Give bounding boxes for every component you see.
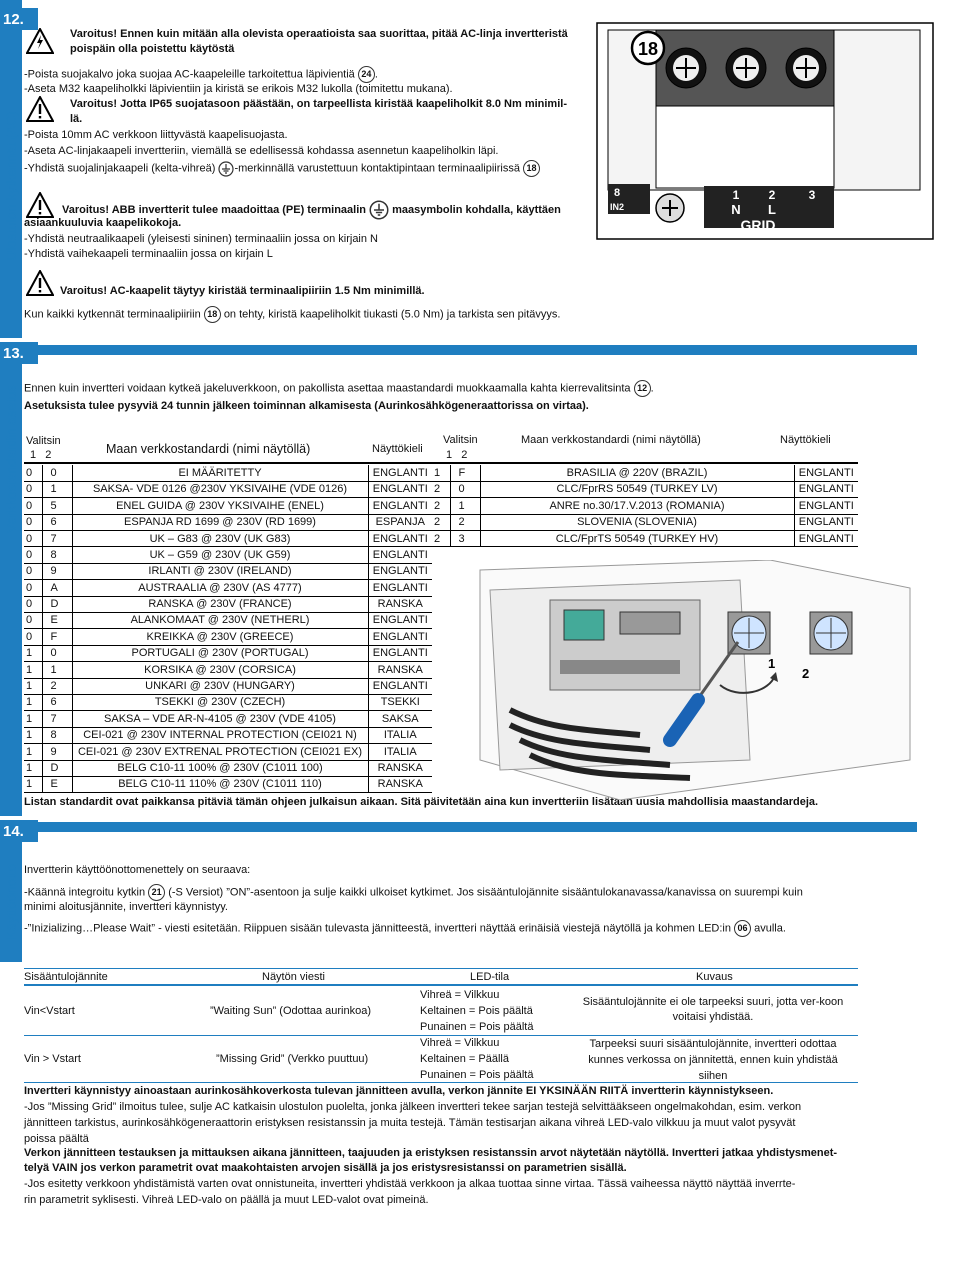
- table-header-selector-digits-right: 1 2: [446, 449, 468, 461]
- selector-2-cell: 6: [42, 694, 72, 710]
- step-insert-cable: -Aseta AC-linjakaapeli invertteriin, viemällä se edellisessä kohdassa asennetun kaapeliholkin läpi.: [24, 145, 499, 157]
- section-bar-13: [22, 345, 917, 355]
- startup-note-1: Invertteri käynnistyy ainoastaan aurinkosähkoverkosta tulevan jännitteen avulla, verkon jännite EI YKSINÄÄN RIITÄ invertterin käynnistykseen.: [24, 1085, 774, 1097]
- status-table-top-rule: [24, 968, 858, 969]
- status-row-1-description: Sisääntulojännite ei ole tarpeeksi suuri, jotta ver-koon voitaisi yhdistää.: [582, 996, 844, 1023]
- display-language-cell: RANSKA: [368, 596, 432, 612]
- table-row: [24, 744, 432, 760]
- section-title-14: Käyttöönotto: [4, 864, 20, 940]
- table-row: [24, 629, 432, 645]
- step-cable-gland: -Aseta M32 kaapeliholkki läpivientiin ja kiristä se erikois M32 lukolla (toimitettu mukana).: [24, 83, 453, 95]
- status-row-1-voltage: Vin<Vstart: [24, 1005, 75, 1017]
- display-language-cell: ENGLANTI: [368, 563, 432, 579]
- table-row: [24, 694, 432, 710]
- selector-1-cell: 0: [24, 613, 42, 629]
- table-row: [24, 498, 432, 514]
- rotary-selector-2-icon: [810, 612, 852, 654]
- display-language-cell: ENGLANTI: [368, 498, 432, 514]
- status-row-2-message: ”Missing Grid” (Verkko puuttuu): [216, 1053, 369, 1065]
- table-body-left: [24, 465, 432, 793]
- selector-2-cell: E: [42, 613, 72, 629]
- country-standard-cell: PORTUGALI @ 230V (PORTUGAL): [72, 645, 368, 661]
- country-standard-cell: BRASILIA @ 220V (BRAZIL): [480, 465, 794, 481]
- status-row-1-led-yellow: Keltainen = Pois päältä: [420, 1005, 533, 1017]
- label-grid: GRID: [740, 217, 776, 233]
- country-standard-cell: ALANKOMAAT @ 230V (NETHERL): [72, 613, 368, 629]
- country-standard-cell: KREIKKA @ 230V (GREECE): [72, 629, 368, 645]
- selector-1-cell: 2: [432, 481, 450, 497]
- table-row: [24, 514, 432, 530]
- table-row: [432, 514, 858, 530]
- selector-2-cell: 0: [42, 465, 72, 481]
- table-header-selector-digits: 1 2: [30, 449, 52, 461]
- selector-1-cell: 0: [24, 498, 42, 514]
- label-in2: IN2: [610, 202, 625, 212]
- table-header-selector: Valitsin: [26, 435, 61, 447]
- display-language-cell: ENGLANTI: [368, 629, 432, 645]
- status-row-2-led-red: Punainen = Pois päältä: [420, 1069, 534, 1081]
- display-language-cell: ITALIA: [368, 727, 432, 743]
- status-table-header-rule: [24, 984, 858, 986]
- ground-symbol-icon: [369, 200, 389, 220]
- table-row: [24, 760, 432, 776]
- display-language-cell: SAKSA: [368, 711, 432, 727]
- startup-note-3a: Verkon jännitteen testauksen ja mittauksen aikana jännitteen, taajuuden ja eristyksen resistanssin arvot näytetään näytöllä. Invertteri jatkaa yhdistysmenet-: [24, 1147, 838, 1159]
- selector-1-cell: 0: [24, 465, 42, 481]
- selector-2-cell: D: [42, 760, 72, 776]
- display-language-cell: ENGLANTI: [794, 498, 858, 514]
- status-row-1-message: ”Waiting Sun” (Odottaa aurinkoa): [210, 1005, 371, 1017]
- selector-2-cell: 3: [450, 531, 480, 547]
- startup-note-2c: poissa päältä: [24, 1133, 89, 1145]
- table-row: [24, 727, 432, 743]
- table-row: [24, 776, 432, 792]
- section-number-12: 12.: [0, 8, 38, 30]
- selector-2-cell: 1: [450, 498, 480, 514]
- country-standard-cell: BELG C10-11 100% @ 230V (C1011 100): [72, 760, 368, 776]
- status-row-1-led-green: Vihreä = Vilkkuu: [420, 989, 500, 1001]
- status-header-voltage: Sisääntulojännite: [24, 971, 108, 983]
- warning-text-1b: poispäin olla poistettu käytöstä: [70, 43, 235, 55]
- table-header-language-right: Näyttökieli: [780, 434, 831, 446]
- selector-2-cell: D: [42, 596, 72, 612]
- table-row: [432, 465, 858, 481]
- startup-step-switch: -Käännä integroitu kytkin 21 (-S Versiot) ”ON”-asentoon ja sulje kaikki ulkoiset kytkimet. Jos sisääntulojännite sisääntulokanavassa/kanavissa on suurempi kuin: [24, 884, 803, 901]
- label-terminal-3: 3: [808, 188, 816, 202]
- step-remove-film: -Poista suojakalvo joka suojaa AC-kaapeleille tarkoitettua läpivientiä 24 .: [24, 66, 378, 83]
- selector-1-cell: 0: [24, 596, 42, 612]
- ground-symbol-icon: [218, 161, 234, 177]
- warning-icon: [26, 28, 54, 54]
- badge-12-icon: 12: [634, 380, 651, 397]
- display-language-cell: ESPANJA: [368, 514, 432, 530]
- display-language-cell: ENGLANTI: [368, 645, 432, 661]
- selector-2-cell: 1: [42, 662, 72, 678]
- country-standard-cell: ANRE no.30/17.V.2013 (ROMANIA): [480, 498, 794, 514]
- startup-step-init: -”Inizializing…Please Wait” - viesti esitetään. Riippuen sisään tulevasta jännitteestä, invertteri näyttää erinäisiä viestejä näytöllä ja kohmen LED:in 06 avulla.: [24, 920, 786, 937]
- status-row-2-led-yellow: Keltainen = Päällä: [420, 1053, 509, 1065]
- display-language-cell: RANSKA: [368, 776, 432, 792]
- status-header-message: Näytön viesti: [262, 971, 325, 983]
- selector-1-cell: 0: [24, 481, 42, 497]
- country-standard-cell: ENEL GUIDA @ 230V YKSIVAIHE (ENEL): [72, 498, 368, 514]
- step-strip-cable: -Poista 10mm AC verkkoon liittyvästä kaapelisuojasta.: [24, 129, 288, 141]
- label-terminal-n: N: [731, 202, 741, 217]
- warning-text-3: Varoitus! ABB invertterit tulee maadoittaa (PE) terminaalin maasymbolin kohdalla, käyttäen: [62, 200, 561, 220]
- startup-note-2a: -Jos ”Missing Grid” ilmoitus tulee, sulje AC katkaisin ulostulon puolelta, jonka jälkeen invertteri tekee sarjan testejä selvittääkseen ongelmakohdan, esim. verkon: [24, 1101, 802, 1113]
- table-row: [24, 645, 432, 661]
- selector-2-cell: 9: [42, 563, 72, 579]
- table-row: [24, 481, 432, 497]
- table-row: [24, 596, 432, 612]
- display-language-cell: ENGLANTI: [794, 481, 858, 497]
- step-phase: -Yhdistä vaihekaapeli terminaaliin jossa on kirjain L: [24, 248, 273, 260]
- warning-icon: [26, 96, 54, 122]
- display-language-cell: ENGLANTI: [368, 531, 432, 547]
- table-row: [432, 531, 858, 547]
- selector-1-cell: 0: [24, 531, 42, 547]
- selector-label-2: 2: [802, 666, 810, 681]
- selector-2-cell: F: [42, 629, 72, 645]
- selector-1-cell: 1: [24, 727, 42, 743]
- selector-2-cell: 2: [42, 678, 72, 694]
- selector-2-cell: 6: [42, 514, 72, 530]
- status-table-bottom-rule: [24, 1082, 858, 1083]
- country-standard-cell: TSEKKI @ 230V (CZECH): [72, 694, 368, 710]
- table-row: [24, 711, 432, 727]
- terminal-badge: 18: [637, 39, 659, 59]
- display-language-cell: RANSKA: [368, 662, 432, 678]
- label-terminal-1: 1: [732, 188, 740, 202]
- step-neutral: -Yhdistä neutraalikaapeli (yleisesti sininen) terminaaliin jossa on kirjain N: [24, 233, 378, 245]
- selector-1-cell: 0: [24, 547, 42, 563]
- selector-1-cell: 2: [432, 531, 450, 547]
- selector-1-cell: 0: [24, 514, 42, 530]
- status-row-2-description: Tarpeeksi suuri sisääntulojännite, invertteri odottaa kunnes verkossa on jännitettä, ennen kuin yhdistää siihen: [588, 1038, 838, 1082]
- status-row-2-led-green: Vihreä = Vilkkuu: [420, 1037, 500, 1049]
- table-header-language: Näyttökieli: [372, 443, 423, 455]
- section-number-13: 13.: [0, 342, 38, 364]
- country-standard-cell: EI MÄÄRITETTY: [72, 465, 368, 481]
- table-row: [24, 613, 432, 629]
- label-terminal-l: L: [768, 202, 776, 217]
- selector-1-cell: 1: [24, 744, 42, 760]
- table-row: [24, 531, 432, 547]
- startup-step-switch-cont: minimi aloitusjännite, invertteri käynnistyy.: [24, 901, 228, 913]
- country-standard-cell: AUSTRAALIA @ 230V (AS 4777): [72, 580, 368, 596]
- country-standard-cell: UK – G59 @ 230V (UK G59): [72, 547, 368, 563]
- step-tighten: Kun kaikki kytkennät terminaalipiiriin 18 on tehty, kiristä kaapeliholkit tiukasti (5.0 Nm) ja tarkista sen pitävyys.: [24, 306, 560, 323]
- warning-text-4: Varoitus! AC-kaapelit täytyy kiristää terminaalipiiriin 1.5 Nm minimillä.: [60, 285, 425, 297]
- selector-1-cell: 1: [24, 776, 42, 792]
- warning-text-2b: lä.: [70, 113, 83, 125]
- warning-text-3c: asiaankuuluvia kaapelikokoja.: [24, 217, 182, 229]
- selector-2-cell: 8: [42, 547, 72, 563]
- selector-2-cell: 1: [42, 481, 72, 497]
- country-standard-cell: CEI-021 @ 230V INTERNAL PROTECTION (CEI021 N): [72, 727, 368, 743]
- country-standard-cell: KORSIKA @ 230V (CORSICA): [72, 662, 368, 678]
- table-body-right: [432, 465, 858, 547]
- section-title-13: Verkkostandardin asetus: [4, 385, 20, 533]
- table-header-rule: [24, 462, 858, 464]
- terminal-screws: [666, 48, 826, 88]
- selector-2-cell: 9: [42, 744, 72, 760]
- selector-1-cell: 1: [24, 694, 42, 710]
- table-row: [24, 580, 432, 596]
- selector-1-cell: 1: [432, 465, 450, 481]
- country-standard-cell: CLC/FprTS 50549 (TURKEY HV): [480, 531, 794, 547]
- grid-standard-table-left: [24, 465, 432, 793]
- table-row: [432, 498, 858, 514]
- step-connect-pe: -Yhdistä suojalinjakaapeli (kelta-vihreä) -merkinnällä varustettuun kontaktipintaan terminaalipiirissä 18: [24, 160, 540, 177]
- table-footnote: Listan standardit ovat paikkansa pitäviä tämän ohjeen julkaisun aikaan. Sitä päivitetään aina kun invertteriin lisätään uusia mahdollisia maastandardeja.: [24, 796, 819, 808]
- display-language-cell: ENGLANTI: [368, 580, 432, 596]
- selector-1-cell: 2: [432, 514, 450, 530]
- table-row: [24, 563, 432, 579]
- status-row-2-voltage: Vin > Vstart: [24, 1053, 81, 1065]
- section-bar-14: [22, 822, 917, 832]
- country-standard-cell: CLC/FprRS 50549 (TURKEY LV): [480, 481, 794, 497]
- table-header-selector-right: Valitsin: [443, 434, 478, 446]
- selector-2-cell: 2: [450, 514, 480, 530]
- selector-1-cell: 1: [24, 711, 42, 727]
- startup-note-4a: -Jos esitetty verkkoon yhdistämistä varten ovat onnistuneita, invertteri yhdistää verkkoon ja alkaa tuottaa sinne virtaa. Tässä vaiheessa näyttö näyttää inverrte-: [24, 1178, 796, 1190]
- status-header-description: Kuvaus: [696, 971, 733, 983]
- selector-1-cell: 2: [432, 498, 450, 514]
- badge-18-icon: 18: [204, 306, 221, 323]
- selector-2-cell: 0: [42, 645, 72, 661]
- display-language-cell: ENGLANTI: [368, 481, 432, 497]
- country-standard-cell: SAKSA – VDE AR-N-4105 @ 230V (VDE 4105): [72, 711, 368, 727]
- selector-2-cell: 0: [450, 481, 480, 497]
- table-row: [24, 678, 432, 694]
- country-standard-cell: SAKSA- VDE 0126 @230V YKSIVAIHE (VDE 0126): [72, 481, 368, 497]
- table-header-country: Maan verkkostandardi (nimi näytöllä): [106, 442, 311, 456]
- table-row: [432, 481, 858, 497]
- selector-1-cell: 0: [24, 580, 42, 596]
- label-8: 8: [614, 187, 621, 199]
- country-standard-cell: CEI-021 @ 230V EXTRENAL PROTECTION (CEI021 EX): [72, 744, 368, 760]
- country-standard-cell: BELG C10-11 110% @ 230V (C1011 110): [72, 776, 368, 792]
- selector-2-cell: 8: [42, 727, 72, 743]
- table-header-country-right: Maan verkkostandardi (nimi näytöllä): [521, 434, 701, 446]
- warning-text-2a: Varoitus! Jotta IP65 suojatasoon päästään, on tarpeellista kiristää kaapeliholkit 8.0 Nm minimil-: [70, 98, 567, 110]
- warning-icon: [26, 270, 54, 296]
- selector-2-cell: F: [450, 465, 480, 481]
- label-terminal-2: 2: [768, 188, 776, 202]
- grid-standard-note: Asetuksista tulee pysyviä 24 tunnin jälkeen toiminnan alkamisesta (Aurinkosähkögeneraattorissa on virtaa).: [24, 400, 589, 412]
- display-language-cell: ENGLANTI: [794, 465, 858, 481]
- terminal-block-figure: [596, 22, 934, 240]
- warning-text-1a: Varoitus! Ennen kuin mitään alla olevista operaatioista saa suorittaa, pitää AC-linja invertteristä: [70, 28, 568, 40]
- selector-2-cell: 7: [42, 711, 72, 727]
- selector-2-cell: A: [42, 580, 72, 596]
- display-language-cell: ENGLANTI: [368, 613, 432, 629]
- country-standard-cell: UNKARI @ 230V (HUNGARY): [72, 678, 368, 694]
- selector-1-cell: 0: [24, 629, 42, 645]
- selector-1-cell: 1: [24, 645, 42, 661]
- section-title-12: Ulostulon kytkennät (AC): [4, 111, 20, 261]
- display-language-cell: TSEKKI: [368, 694, 432, 710]
- selector-2-cell: 7: [42, 531, 72, 547]
- table-row: [24, 465, 432, 481]
- country-standard-cell: SLOVENIA (SLOVENIA): [480, 514, 794, 530]
- selector-1-cell: 1: [24, 662, 42, 678]
- startup-note-2b: jännitteen tarkistus, aurinkosähkögeneraattorin eristyksen resistanssin ja muita testejä. Tämän testisarjan aikana vihreä LED-valo vilkkuu ja muut valot pysyvät: [24, 1117, 796, 1129]
- badge-21-icon: 21: [148, 884, 165, 901]
- table-row: [24, 662, 432, 678]
- display-language-cell: ENGLANTI: [794, 514, 858, 530]
- badge-24-icon: 24: [358, 66, 375, 83]
- status-header-led: LED-tila: [470, 971, 510, 983]
- display-language-cell: ITALIA: [368, 744, 432, 760]
- startup-note-4b: rin parametrit syklisesti. Vihreä LED-valo on päällä ja muut LED-valot ovat pimeinä.: [24, 1194, 429, 1206]
- badge-18-icon: 18: [523, 160, 540, 177]
- country-standard-cell: RANSKA @ 230V (FRANCE): [72, 596, 368, 612]
- country-standard-cell: IRLANTI @ 230V (IRELAND): [72, 563, 368, 579]
- selector-1-cell: 0: [24, 563, 42, 579]
- grid-standard-intro: Ennen kuin invertteri voidaan kytkeä jakeluverkkoon, on pakollista asettaa maastandardi muokkaamalla kahta kierrevalitsinta 12 .: [24, 380, 654, 397]
- status-row-1-led-red: Punainen = Pois päältä: [420, 1021, 534, 1033]
- startup-intro: Invertterin käyttöönottomenettely on seuraava:: [24, 864, 251, 876]
- display-language-cell: ENGLANTI: [794, 531, 858, 547]
- startup-note-3b: telyä VAIN jos verkon parametrit ovat maakohtaisten arvojen sisällä ja jos eristysresistanssi on parametrien sisällä.: [24, 1162, 627, 1174]
- country-standard-cell: UK – G83 @ 230V (UK G83): [72, 531, 368, 547]
- selector-label-1: 1: [768, 656, 776, 671]
- warning-icon: [26, 192, 54, 218]
- display-language-cell: ENGLANTI: [368, 678, 432, 694]
- country-standard-cell: ESPANJA RD 1699 @ 230V (RD 1699): [72, 514, 368, 530]
- display-language-cell: RANSKA: [368, 760, 432, 776]
- inverter-selector-figure: [470, 560, 915, 800]
- table-row: [24, 547, 432, 563]
- grid-standard-table-right: [432, 465, 858, 547]
- display-language-cell: ENGLANTI: [368, 547, 432, 563]
- selector-2-cell: E: [42, 776, 72, 792]
- selector-2-cell: 5: [42, 498, 72, 514]
- badge-06-icon: 06: [734, 920, 751, 937]
- section-number-14: 14.: [0, 820, 38, 842]
- display-language-cell: ENGLANTI: [368, 465, 432, 481]
- selector-1-cell: 1: [24, 678, 42, 694]
- selector-1-cell: 1: [24, 760, 42, 776]
